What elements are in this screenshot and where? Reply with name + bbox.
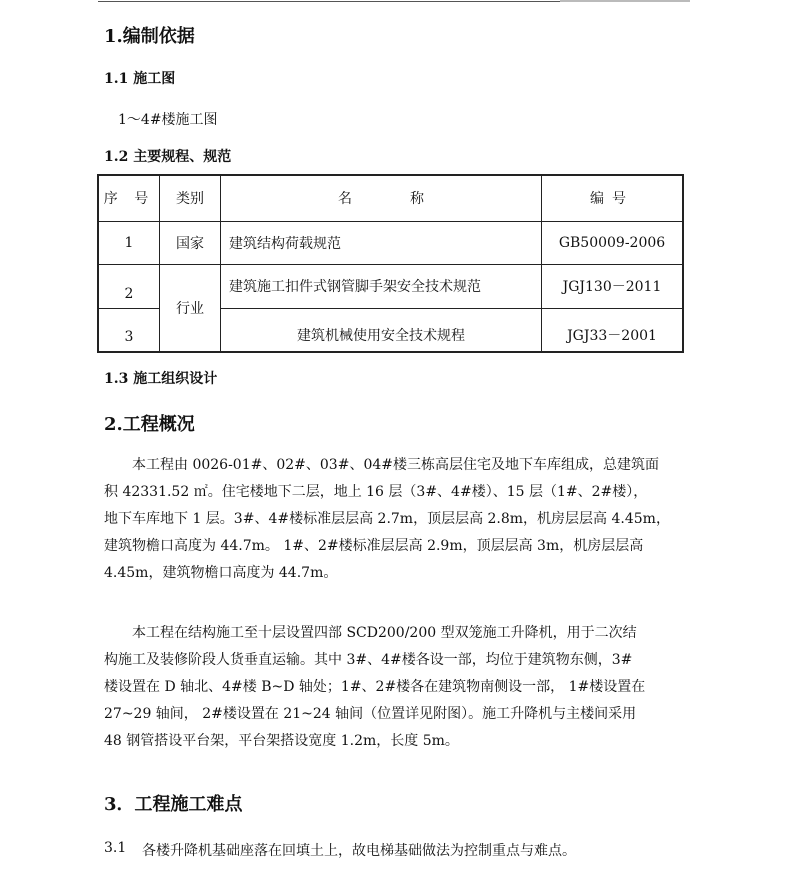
row-2-code: JGJ130－2011: [542, 264, 684, 308]
overview-p1-line-5: 4.45m，建筑物檐口高度为 44.7m。: [104, 565, 338, 581]
overview-p2-line-4: 27~29 轴间， 2#楼设置在 21~24 轴间（位置详见附图）。施工升降机与主楼间采用: [104, 706, 637, 722]
row-2-name: 建筑施工扣件式钢管脚手架安全技术规范: [221, 264, 542, 308]
header-no: 序 号: [98, 175, 160, 221]
section-1-1-text: 1～4#楼施工图: [118, 112, 218, 128]
table-row: [98, 264, 683, 308]
row-2-3-category: 行业: [160, 264, 221, 352]
section-3-1-text: 各楼升降机基础座落在回填土上，故电梯基础做法为控制重点与难点。: [142, 843, 576, 859]
overview-paragraph-1: [104, 452, 688, 587]
overview-p1-line-2: 积 42331.52 ㎡。住宅楼地下二层，地上 16 层（3#、4#楼）、15 层（1#、2#楼），: [104, 484, 648, 500]
section-1-title: 1.编制依据: [104, 26, 195, 47]
header-code: [542, 175, 684, 221]
row-1-category: 国家: [160, 221, 221, 264]
header-rule-stub: [560, 0, 690, 2]
section-1-3-title: 1.3 施工组织设计: [104, 371, 218, 387]
regulations-table: [97, 174, 684, 353]
header-category: 类别: [160, 175, 221, 221]
overview-p2-line-5: 48 钢管搭设平台架，平台架搭设宽度 1.2m，长度 5m。: [104, 733, 459, 749]
row-2-no: 2: [98, 264, 160, 308]
row-1-no: 1: [98, 221, 160, 264]
row-3-name: 建筑机械使用安全技术规程: [221, 308, 542, 352]
overview-p2-line-3: 楼设置在 D 轴北、4#楼 B~D 轴处；1#、2#楼各在建筑物南侧设一部， 1#楼设置在: [104, 679, 646, 695]
table-header-row: [98, 175, 683, 221]
overview-p2-line-1: [104, 620, 688, 647]
section-1-2-title: 1.2 主要规程、规范: [104, 149, 232, 165]
header-name-text: 名称: [338, 191, 482, 208]
header-name: [221, 175, 542, 221]
header-code-text: 编号: [590, 191, 634, 208]
overview-p1-line-4: 建筑物檐口高度为 44.7m。 1#、2#楼标准层层高 2.9m，顶层层高 3m，机房层层高: [104, 538, 644, 554]
row-3-code: JGJ33－2001: [542, 308, 684, 352]
section-2-title: 2.工程概况: [104, 414, 195, 435]
overview-p1-line-1: [104, 452, 688, 479]
row-3-no: 3: [98, 308, 160, 352]
section-3-1-number: 3.1: [104, 840, 127, 856]
overview-p2-line-1-text: 本工程在结构施工至十层设置四部 SCD200/200 型双笼施工升降机，用于二次结: [132, 625, 637, 641]
overview-p1-line-3: 地下车库地下 1 层。3#、4#楼标准层层高 2.7m，顶层层高 2.8m，机房层层高 4.45m，: [104, 511, 670, 527]
overview-p1-line-1-text: 本工程由 0026-01#、02#、03#、04#楼三栋高层住宅及地下车库组成，总建筑面: [132, 457, 659, 473]
section-3-title: 3．工程施工难点: [104, 794, 243, 815]
row-1-name: 建筑结构荷载规范: [221, 221, 542, 264]
overview-paragraph-2: [104, 620, 688, 755]
overview-p2-line-2: 构施工及装修阶段人货垂直运输。其中 3#、4#楼各设一部，均位于建筑物东侧，3#: [104, 652, 633, 668]
section-1-1-title: 1.1 施工图: [104, 71, 176, 87]
row-1-code: GB50009-2006: [542, 221, 684, 264]
table-row: [98, 221, 683, 264]
